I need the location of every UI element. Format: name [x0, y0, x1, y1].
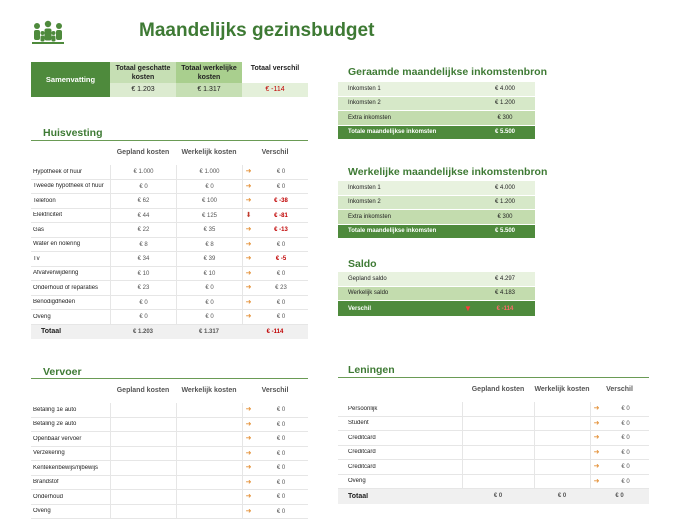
- row-actual: € 35: [176, 223, 242, 237]
- table-row: [31, 505, 308, 520]
- row-actual: € 0: [176, 296, 242, 310]
- income-value: € 4.000: [494, 85, 516, 92]
- row-label: Hypotheek of huur: [33, 168, 83, 175]
- row-diff: € 0: [621, 478, 630, 485]
- row-diff: € 0: [621, 406, 630, 412]
- loans-col-actual: Werkelijk kosten: [534, 386, 590, 393]
- table-row: [338, 417, 649, 432]
- summary-estimated-header: Totaal geschatte kosten: [110, 62, 176, 83]
- row-label: Gas: [33, 226, 45, 233]
- row-label: Onderhoud of reparaties: [33, 284, 99, 291]
- row-planned: [110, 418, 176, 432]
- row-planned: € 0: [110, 310, 176, 324]
- row-actual: € 0: [176, 281, 242, 295]
- row-planned: [462, 475, 534, 489]
- loans-total-row: [338, 489, 649, 504]
- housing-total-actual: € 1.317: [198, 328, 220, 335]
- income-value: € 1.200: [494, 100, 516, 107]
- row-diff: € -5: [275, 256, 287, 262]
- housing-header-row: [31, 141, 308, 165]
- table-row: [338, 431, 649, 446]
- arrow-right-icon: ➜: [590, 460, 602, 474]
- row-diff: € 0: [276, 314, 286, 320]
- income-total-label: Totale maandelijkse inkomsten: [348, 228, 437, 235]
- balance-diff-value: € -114: [496, 305, 514, 312]
- balance-table: [338, 272, 535, 317]
- row-diff: € 0: [276, 270, 286, 277]
- arrow-right-icon: ➜: [242, 194, 254, 208]
- row-actual: [176, 505, 242, 519]
- row-planned: [462, 431, 534, 445]
- row-diff: € 0: [276, 169, 286, 175]
- row-planned: [462, 460, 534, 474]
- row-diff: € 0: [276, 241, 286, 248]
- arrow-right-icon: ➜: [590, 475, 602, 489]
- transport-col-actual: Werkelijk kosten: [181, 387, 237, 394]
- row-diff: € 0: [621, 464, 630, 470]
- housing-col-actual: Werkelijk kosten: [181, 149, 237, 156]
- row-actual: € 1.000: [176, 165, 242, 179]
- row-label: Creditcard: [348, 463, 376, 470]
- arrow-right-icon: ➜: [242, 281, 254, 295]
- loans-total-label: Totaal: [348, 492, 369, 500]
- loans-col-diff: Verschil: [606, 386, 633, 393]
- row-diff: € -38: [274, 198, 288, 204]
- loans-col-planned: Gepland kosten: [471, 386, 525, 393]
- summary-estimated-value: € 1.203: [110, 83, 176, 97]
- row-actual: [176, 461, 242, 475]
- summary-difference-value: € -114: [242, 83, 308, 97]
- row-planned: [462, 402, 534, 416]
- actual-income-row: [338, 181, 535, 196]
- table-row: [31, 432, 308, 447]
- row-diff: € -81: [274, 212, 288, 219]
- row-diff: € 0: [276, 407, 286, 413]
- row-diff: € 0: [276, 450, 286, 457]
- balance-difference-row: [338, 301, 535, 317]
- arrow-down-icon: ▼: [464, 304, 472, 313]
- row-diff: € 0: [276, 508, 286, 515]
- arrow-right-icon: ➜: [242, 461, 254, 475]
- row-actual: [534, 446, 590, 460]
- row-label: Afvalverwijdering: [33, 270, 79, 277]
- arrow-right-icon: ➜: [242, 223, 254, 237]
- table-row: [31, 165, 308, 180]
- balance-value: € 4.183: [494, 290, 516, 297]
- income-total-value: € 5.500: [494, 129, 516, 136]
- table-row: [31, 310, 308, 325]
- row-planned: € 10: [110, 267, 176, 281]
- row-planned: € 1.000: [110, 165, 176, 179]
- income-label: Extra inkomsten: [348, 114, 392, 121]
- table-row: [31, 490, 308, 505]
- row-diff: € 0: [621, 420, 630, 427]
- income-label: Inkomsten 2: [348, 100, 381, 107]
- family-icon: [31, 20, 65, 46]
- row-planned: € 0: [110, 296, 176, 310]
- housing-total-diff: € -114: [266, 328, 284, 335]
- row-diff: € 0: [276, 299, 286, 306]
- row-actual: [176, 476, 242, 490]
- row-label: Creditcard: [348, 449, 376, 456]
- arrow-right-icon: ➜: [242, 180, 254, 194]
- table-row: [31, 223, 308, 238]
- row-diff: € 0: [276, 479, 286, 486]
- transport-col-planned: Gepland kosten: [116, 387, 170, 394]
- row-label: Tv: [33, 255, 40, 262]
- arrow-right-icon: ➜: [242, 476, 254, 490]
- balance-row: [338, 287, 535, 302]
- row-label: Betaling 1e auto: [33, 406, 77, 413]
- arrow-right-icon: ➜: [242, 490, 254, 504]
- arrow-right-icon: ➜: [590, 402, 602, 416]
- row-label: Benodigdheden: [33, 299, 76, 306]
- row-planned: [110, 447, 176, 461]
- estimated-income-table: [338, 82, 535, 140]
- arrow-right-icon: ➜: [242, 432, 254, 446]
- row-actual: [534, 431, 590, 445]
- estimated-income-title: Geraamde maandelijkse inkomstenbron: [348, 66, 547, 78]
- row-actual: [534, 460, 590, 474]
- row-actual: [176, 432, 242, 446]
- row-actual: € 0: [176, 310, 242, 324]
- row-planned: € 62: [110, 194, 176, 208]
- income-value: € 300: [497, 114, 513, 121]
- income-value: € 300: [497, 213, 513, 220]
- row-actual: [176, 447, 242, 461]
- arrow-right-icon: ➜: [590, 417, 602, 431]
- table-row: [31, 209, 308, 224]
- row-label: Overig: [33, 313, 51, 320]
- row-actual: € 0: [176, 180, 242, 194]
- row-label: Persoonlijk: [348, 405, 378, 412]
- summary-difference-header: Totaal verschil: [242, 62, 308, 83]
- row-label: Water en riolering: [33, 241, 81, 248]
- row-planned: [110, 505, 176, 519]
- row-diff: € 0: [276, 436, 286, 442]
- row-actual: € 100: [176, 194, 242, 208]
- summary-estimated: [110, 62, 176, 97]
- housing-total-planned: € 1.203: [132, 328, 154, 335]
- summary-actual-header: Totaal werkelijke kosten: [176, 62, 242, 83]
- table-row: [31, 447, 308, 462]
- transport-table: [31, 379, 308, 519]
- arrow-right-icon: ➜: [242, 165, 254, 179]
- row-actual: [534, 475, 590, 489]
- row-planned: € 44: [110, 209, 176, 223]
- table-row: [338, 460, 649, 475]
- income-label: Inkomsten 1: [348, 184, 381, 191]
- arrow-right-icon: ➜: [242, 238, 254, 252]
- arrow-right-icon: ➜: [242, 403, 254, 417]
- row-label: Kentekenbewijs/rijbewijs: [33, 464, 99, 471]
- housing-total-row: [31, 325, 308, 340]
- arrow-right-icon: ➜: [242, 267, 254, 281]
- arrow-right-icon: ➜: [242, 310, 254, 324]
- row-label: Onderhoud: [33, 493, 64, 500]
- table-row: [31, 418, 308, 433]
- housing-col-planned: Gepland kosten: [116, 149, 170, 156]
- row-label: Elektriciteit: [33, 212, 63, 219]
- estimated-income-row: [338, 97, 535, 112]
- table-row: [338, 446, 649, 461]
- row-actual: € 8: [176, 238, 242, 252]
- loans-total-planned: € 0: [493, 493, 503, 499]
- table-row: [31, 461, 308, 476]
- income-total-value: € 5.500: [494, 228, 516, 235]
- table-row: [31, 403, 308, 418]
- balance-diff-label: Verschil: [348, 305, 372, 312]
- summary-block: [31, 62, 308, 97]
- loans-total-actual: € 0: [557, 493, 567, 499]
- row-diff: € 23: [275, 285, 287, 291]
- transport-title: Vervoer: [43, 366, 82, 378]
- actual-income-total: [338, 225, 535, 240]
- row-planned: [110, 490, 176, 504]
- row-diff: € 0: [621, 449, 630, 456]
- actual-income-table: [338, 181, 535, 239]
- row-actual: € 125: [176, 209, 242, 223]
- table-row: [31, 281, 308, 296]
- estimated-income-row: [338, 111, 535, 126]
- income-label: Inkomsten 1: [348, 85, 381, 92]
- loans-total-diff: € 0: [615, 493, 624, 499]
- arrow-right-icon: ➜: [242, 296, 254, 310]
- income-label: Extra inkomsten: [348, 213, 392, 220]
- actual-income-row: [338, 210, 535, 225]
- balance-row: [338, 272, 535, 287]
- table-row: [31, 252, 308, 267]
- arrow-right-icon: ➜: [590, 431, 602, 445]
- row-planned: [462, 446, 534, 460]
- row-label: Student: [348, 420, 369, 427]
- row-actual: [534, 402, 590, 416]
- row-label: Betaling 2e auto: [33, 421, 77, 428]
- table-row: [338, 402, 649, 417]
- row-actual: [176, 490, 242, 504]
- row-planned: [110, 476, 176, 490]
- row-label: Openbaar vervoer: [33, 435, 82, 442]
- housing-total-label: Totaal: [41, 328, 62, 336]
- row-planned: € 22: [110, 223, 176, 237]
- income-label: Inkomsten 2: [348, 199, 381, 206]
- income-value: € 1.200: [494, 199, 516, 206]
- transport-col-diff: Verschil: [261, 387, 289, 394]
- table-row: [31, 476, 308, 491]
- arrow-right-icon: ➜: [242, 447, 254, 461]
- row-label: Creditcard: [348, 434, 376, 441]
- housing-table: [31, 141, 308, 339]
- row-actual: [176, 418, 242, 432]
- row-label: Overig: [33, 508, 51, 515]
- row-actual: [534, 417, 590, 431]
- row-planned: € 34: [110, 252, 176, 266]
- row-diff: € 0: [276, 465, 286, 471]
- balance-value: € 4.297: [494, 275, 516, 282]
- loans-title: Leningen: [348, 364, 395, 376]
- arrow-right-icon: ➜: [242, 418, 254, 432]
- estimated-income-total: [338, 126, 535, 141]
- income-value: € 4.000: [494, 184, 516, 191]
- row-label: Brandstof: [33, 479, 59, 486]
- table-row: [31, 238, 308, 253]
- row-actual: € 10: [176, 267, 242, 281]
- row-diff: € 0: [276, 494, 286, 500]
- row-diff: € 0: [276, 421, 286, 428]
- row-actual: [176, 403, 242, 417]
- arrow-right-icon: ➜: [242, 505, 254, 519]
- row-actual: € 39: [176, 252, 242, 266]
- income-total-label: Totale maandelijkse inkomsten: [348, 129, 437, 136]
- row-planned: € 0: [110, 180, 176, 194]
- loans-header-row: [338, 378, 649, 402]
- summary-difference: [242, 62, 308, 97]
- arrow-right-icon: ➜: [242, 252, 254, 266]
- row-planned: [110, 432, 176, 446]
- summary-actual: [176, 62, 242, 97]
- row-diff: € 0: [621, 435, 630, 441]
- transport-header-row: [31, 379, 308, 403]
- table-row: [31, 194, 308, 209]
- housing-col-diff: Verschil: [261, 149, 289, 156]
- estimated-income-row: [338, 82, 535, 97]
- row-planned: [462, 417, 534, 431]
- loans-table: [338, 378, 649, 504]
- row-label: Tweede hypotheek of huur: [33, 183, 104, 190]
- row-planned: [110, 403, 176, 417]
- arrow-right-icon: ➜: [590, 446, 602, 460]
- row-label: Overig: [348, 478, 366, 485]
- row-label: Verzekering: [33, 450, 65, 457]
- row-label: Telefoon: [33, 197, 56, 204]
- housing-title: Huisvesting: [43, 127, 103, 139]
- row-planned: € 23: [110, 281, 176, 295]
- balance-label: Werkelijk saldo: [348, 290, 389, 297]
- actual-income-row: [338, 196, 535, 211]
- table-row: [31, 296, 308, 311]
- arrow-down-icon: ⬇: [242, 209, 254, 223]
- table-row: [31, 267, 308, 282]
- table-row: [338, 475, 649, 490]
- page-title: Maandelijks gezinsbudget: [139, 20, 375, 41]
- row-planned: € 8: [110, 238, 176, 252]
- summary-actual-value: € 1.317: [176, 83, 242, 97]
- summary-label: Samenvatting: [31, 62, 110, 97]
- row-diff: € 0: [276, 183, 286, 190]
- actual-income-title: Werkelijke maandelijkse inkomstenbron: [348, 166, 548, 178]
- balance-label: Gepland saldo: [348, 275, 387, 282]
- row-diff: € -13: [274, 227, 288, 233]
- row-planned: [110, 461, 176, 475]
- table-row: [31, 180, 308, 195]
- balance-title: Saldo: [348, 258, 377, 270]
